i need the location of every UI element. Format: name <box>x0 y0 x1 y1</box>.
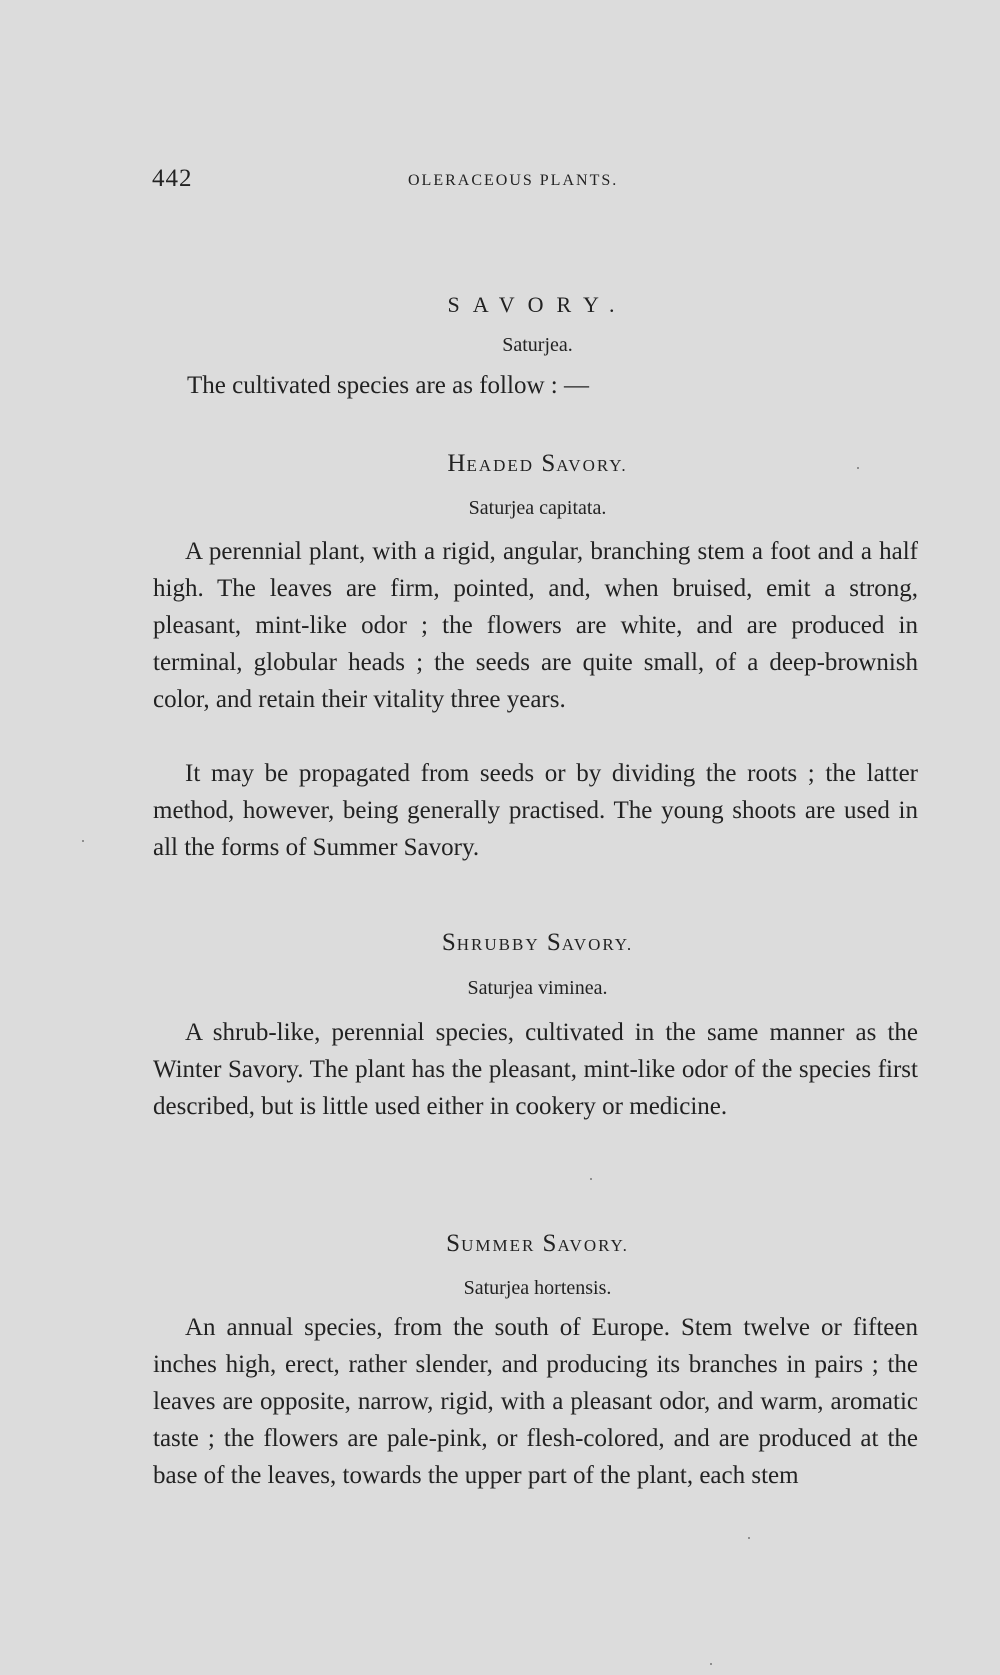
main-latin-name: Saturjea. <box>502 334 573 356</box>
title-letter: H <box>447 450 467 477</box>
section-title-summer-savory <box>0 1230 1000 1258</box>
page-number: 442 <box>152 165 193 192</box>
title-rest: HRUBBY <box>456 935 540 954</box>
title-letter: S <box>542 1230 558 1257</box>
section-latin-summer-savory: Saturjea hortensis. <box>463 1277 612 1299</box>
section-latin-headed-savory: Saturjea capitata. <box>468 497 607 519</box>
section-title-shrubby-savory <box>0 929 1000 957</box>
scan-speck <box>857 467 859 469</box>
title-rest: AVORY. <box>556 456 628 475</box>
scan-speck <box>590 1178 592 1180</box>
paragraph: A perennial plant, with a rigid, angular, branching stem a foot and a half high. The leaves are firm, pointed, and, when bruised, emit a strong, pleasant, mint-like odor ; the flowers are white, and are produced in terminal, globular heads ; the seeds are quite small, of a deep-brownish color, and retain their vitality three years. <box>153 538 918 713</box>
title-letter: S <box>541 450 557 477</box>
intro-line: The cultivated species are as follow : — <box>187 372 589 399</box>
section-latin-shrubby-savory: Saturjea viminea. <box>467 977 608 999</box>
section-title-headed-savory <box>0 450 1000 478</box>
running-head: OLERACEOUS PLANTS. <box>408 172 619 189</box>
main-title: SAVORY. <box>447 292 628 317</box>
paragraph: A shrub-like, perennial species, cultivated in the same manner as the Winter Savory. The plant has the pleasant, mint-like odor of the species first described, but is little used either in cookery or medicine. <box>153 1019 918 1120</box>
scan-speck <box>710 1663 712 1665</box>
title-letter: S <box>446 1230 462 1257</box>
title-rest: EADED <box>466 456 535 475</box>
scan-speck <box>82 840 84 842</box>
title-letter: S <box>441 929 457 956</box>
title-rest: AVORY. <box>561 935 634 954</box>
title-letter: S <box>546 929 562 956</box>
title-rest: UMMER <box>461 1236 536 1255</box>
title-rest: AVORY. <box>557 1236 629 1255</box>
paragraph: It may be propagated from seeds or by dividing the roots ; the latter method, however, being generally practised. The young shoots are used in all the forms of Summer Savory. <box>153 760 918 861</box>
paragraph: An annual species, from the south of Europe. Stem twelve or fifteen inches high, erect, rather slender, and producing its branches in pairs ; the leaves are opposite, narrow, rigid, with a pleasant odor, and warm, aromatic taste ; the flowers are pale-pink, or flesh-colored, and are produced at the base of the leaves, towards the upper part of the plant, each stem <box>153 1314 918 1489</box>
scan-speck <box>748 1537 750 1539</box>
